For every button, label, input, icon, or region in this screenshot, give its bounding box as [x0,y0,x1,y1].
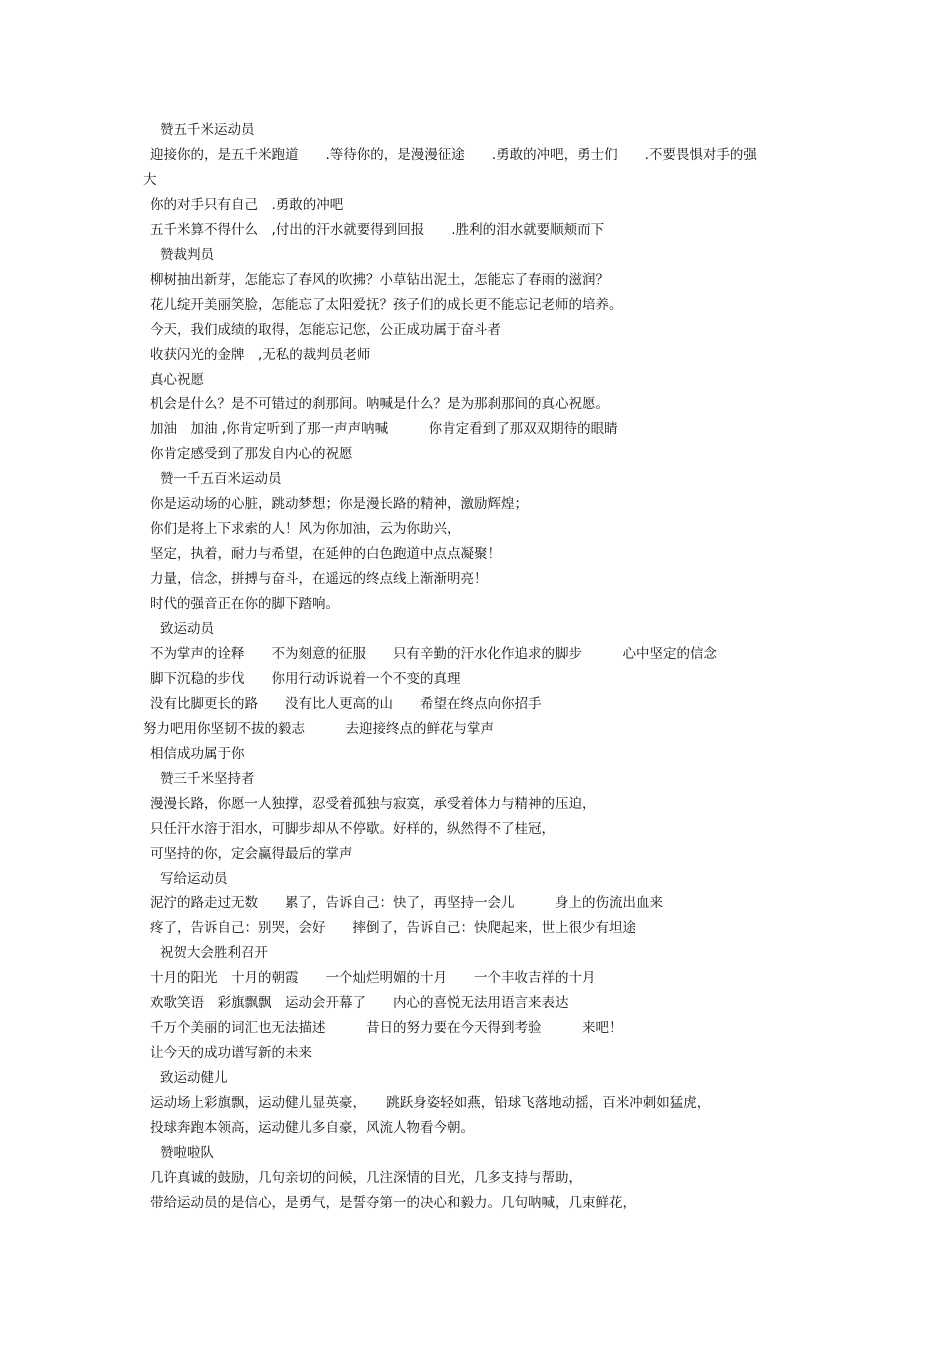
text-line: 机会是什么？是不可错过的刹那间。呐喊是什么？是为那刹那间的真心祝愿。 [150,396,609,413]
text-line: 你肯定感受到了那发自内心的祝愿 [150,446,353,463]
section-title: 致运动员 [160,621,214,637]
text-line: 脚下沉稳的步伐 你用行动诉说着一个不变的真理 [150,670,461,687]
text-line: 漫漫长路，你愿一人独撑，忍受着孤独与寂寞，承受着体力与精神的压迫， [150,795,596,812]
text-line: 带给运动员的是信心，是勇气，是誓夺第一的决心和毅力。几句呐喊，几束鲜花， [150,1194,636,1211]
text-line: 收获闪光的金牌 ,无私的裁判员老师 [150,346,371,363]
text-line: 十月的阳光 十月的朝霞 一个灿烂明媚的十月 一个丰收吉祥的十月 [150,970,596,987]
text-line: 可坚持的你，定会赢得最后的掌声 [150,845,353,862]
text-line: 花儿绽开美丽笑脸，怎能忘了太阳爱抚？孩子们的成长更不能忘记老师的培养。 [150,296,623,313]
text-line: 疼了，告诉自己：别哭，会好 摔倒了，告诉自己：快爬起来，世上很少有坦途 [150,920,636,937]
text-line: 迎接你的，是五千米跑道 .等待你的，是漫漫征途 .勇敢的冲吧，勇士们 .不要畏惧对手的强 [150,146,757,163]
text-line: 只任汗水溶于泪水，可脚步却从不停歇。好样的，纵然得不了桂冠， [150,820,555,837]
section-title: 赞一千五百米运动员 [160,471,282,488]
section-title: 赞裁判员 [160,246,214,263]
text-line: 力量，信念，拼搏与奋斗，在遥远的终点线上渐渐明亮！ [150,571,488,588]
text-line: 运动场上彩旗飘，运动健儿显英豪， 跳跃身姿轻如燕，铅球飞落地动摇，百米冲刺如猛虎， [150,1095,711,1112]
text-line: 今天，我们成绩的取得，怎能忘记您，公正成功属于奋斗者 [150,321,501,338]
text-line: 五千米算不得什么 ,付出的汗水就要得到回报 .胜利的泪水就要顺颊而下 [150,221,605,238]
text-line: 欢歌笑语 彩旗飘飘 运动会开幕了 内心的喜悦无法用语言来表达 [150,995,569,1012]
text-line: 加油 加油 ,你肯定听到了那一声声呐喊 你肯定看到了那双双期待的眼睛 [150,421,618,438]
section-title: 写给运动员 [160,870,228,887]
section-title: 真心祝愿 [150,371,204,388]
text-line: 你的对手只有自己 .勇敢的冲吧 [150,196,344,213]
text-line: 几许真诚的鼓励，几句亲切的问候，几注深情的目光，几多支持与帮助， [150,1169,582,1186]
text-line: 泥泞的路走过无数 累了，告诉自己：快了，再坚持一会儿 身上的伤流出血来 [150,895,663,912]
text-line: 相信成功属于你 [150,745,245,762]
text-line: 柳树抽出新芽，怎能忘了春风的吹拂？小草钻出泥土，怎能忘了春雨的滋润？ [150,271,609,288]
text-line: 大 [143,171,157,188]
text-line: 千万个美丽的词汇也无法描述 昔日的努力要在今天得到考验 来吧！ [150,1020,623,1037]
text-line: 让今天的成功谱写新的未来 [150,1045,312,1062]
section-title: 致运动健儿 [160,1070,228,1087]
text-line: 没有比脚更长的路 没有比人更高的山 希望在终点向你招手 [150,695,542,712]
text-line: 坚定，执着，耐力与希望，在延伸的白色跑道中点点凝聚！ [150,546,501,563]
text-line: 你是运动场的心脏，跳动梦想；你是漫长路的精神，激励辉煌； [150,496,528,513]
text-line: 时代的强音正在你的脚下踏响。 [150,596,339,613]
text-line: 投球奔跑本领高，运动健儿多自豪，风流人物看今朝。 [150,1120,474,1136]
section-title: 赞啦啦队 [160,1144,214,1161]
section-title: 赞三千米坚持者 [160,770,255,787]
text-line: 不为掌声的诠释 不为刻意的征服 只有辛勤的汗水化作追求的脚步 心中坚定的信念 [150,645,717,662]
text-line: 努力吧用你坚韧不拔的毅志 去迎接终点的鲜花与掌声 [143,720,494,737]
section-title: 祝贺大会胜利召开 [160,945,268,962]
section-title: 赞五千米运动员 [160,122,255,138]
text-line: 你们是将上下求索的人！风为你加油，云为你助兴， [150,521,461,538]
